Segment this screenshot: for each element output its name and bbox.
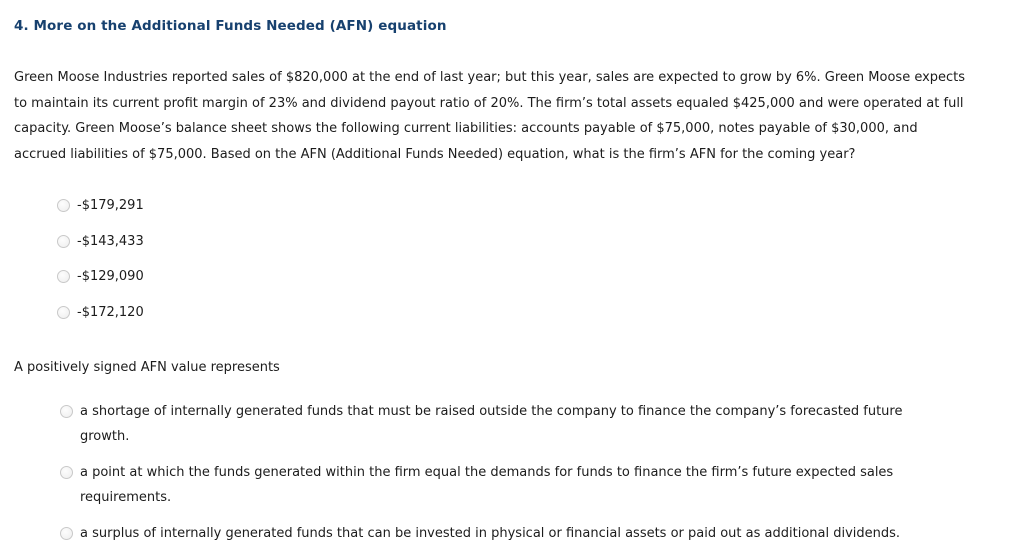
option-row[interactable] [57,193,1010,219]
option-label: -$172,120 [77,304,144,320]
option-row[interactable] [60,460,1010,511]
option-row[interactable] [57,300,1010,326]
question-title: 4. More on the Additional Funds Needed (AFN) equation [14,18,447,34]
option-label: -$143,433 [77,233,144,249]
option-row[interactable] [60,521,1010,542]
option-label: -$179,291 [77,198,144,213]
second-question-prompt: A positively signed AFN value represents [14,360,280,375]
option-row[interactable] [57,264,1010,290]
question-paragraph: Green Moose Industries reported sales of $820,000 at the end of last year; but this year, sales are expected to grow by 6%. Green Moose expects to maintain its current profit margin of 23% and dividend payout ratio of 20%. The firm’s total assets equaled $425,000 and were operated at full capacity. Green Moose’s balance sheet shows the following current liabilities: accounts payable of $75,000, notes payable of $30,000, and accrued liabilities of $75,000. Based on the AFN (Additional Funds Needed) equation, what is the firm’s AFN for the coming year? [14,70,966,162]
option-label: a surplus of internally generated funds that can be invested in physical or financial assets or paid out as additional dividends. [80,525,901,541]
radio-button[interactable] [57,306,70,319]
option-label: -$129,090 [77,269,144,284]
answer-options-afn-value [57,193,1010,325]
radio-button[interactable] [57,235,70,248]
option-label: a shortage of internally generated funds that must be raised outside the company to finance the company’s forecasted future growth. [80,403,903,444]
radio-button[interactable] [57,199,70,212]
radio-button[interactable] [57,270,70,283]
radio-button[interactable] [60,527,73,540]
radio-button[interactable] [60,405,73,418]
option-row[interactable] [57,229,1010,255]
option-row[interactable] [60,399,1010,450]
answer-options-afn-meaning [60,399,1010,542]
option-label: a point at which the funds generated within the firm equal the demands for funds to finance the firm’s future expected sales requirements. [80,464,894,505]
radio-button[interactable] [60,466,73,479]
